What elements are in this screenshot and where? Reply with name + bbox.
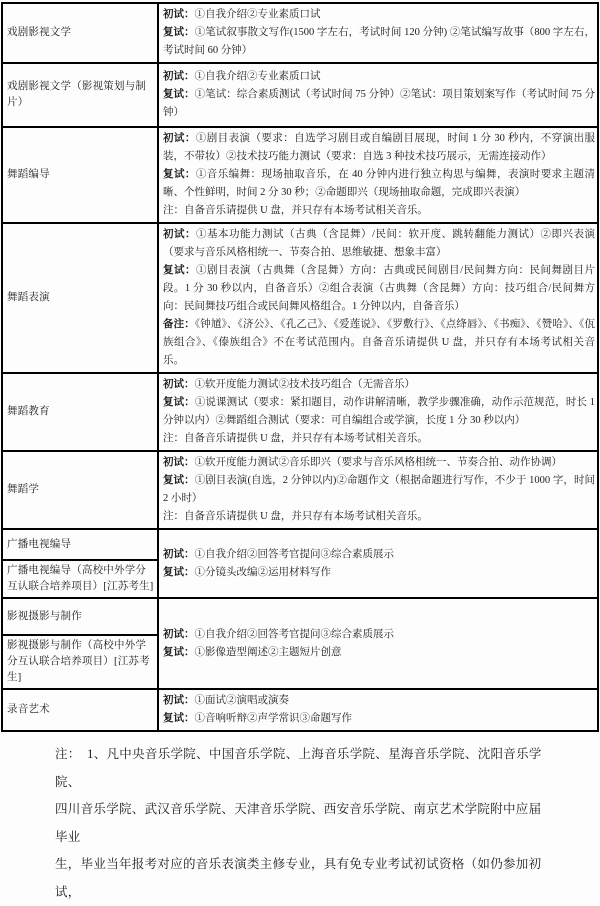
exam-para <box>163 564 595 582</box>
stage-text: ①分镜头改编②运用材料写作 <box>194 566 331 578</box>
stage-text: ①音乐编舞：现场抽取音乐，在 40 分钟内进行独立构思与编舞，表演时要求主题清晰、个性鲜明，时间 2 分 30 秒；②命题即兴（现场抽取命题，完成即兴表演） <box>163 169 595 198</box>
note-label: 注： <box>163 511 184 522</box>
stage-text: ①笔试：综合素质测试（考试时间 75 分钟）②笔试：项目策划案写作（考试时间 75 分钟） <box>163 89 596 118</box>
table-row <box>2 3 598 63</box>
table-row <box>2 451 598 529</box>
exam-para <box>163 6 595 24</box>
exam-detail-cell <box>158 127 598 223</box>
stage-label: 复试： <box>163 27 195 38</box>
stage-label: 初试： <box>163 457 195 468</box>
major-name-cell: 录音艺术 <box>2 689 158 731</box>
major-name-cell: 舞蹈教育 <box>2 373 158 451</box>
exam-para <box>163 376 595 394</box>
note-label: 注： <box>163 205 184 216</box>
exam-para <box>163 226 595 262</box>
exam-para <box>163 24 595 60</box>
table-row <box>2 63 598 127</box>
stage-label: 复试： <box>163 475 195 486</box>
table-row <box>2 529 598 560</box>
stage-label: 初试： <box>163 379 195 390</box>
table-row <box>2 223 598 373</box>
stage-label: 复试： <box>163 265 197 276</box>
stage-text: ①剧目表演（古典舞（含昆舞）方向：古典或民间剧目/民间舞方向：民间舞剧目片段。1 分 30 秒以内，自备音乐）②组合表演（古典舞（含昆舞）方向：技巧组合/民间舞方向：民间舞技巧组合或民间舞风格组合。1 分钟以内，自备音乐） <box>163 265 596 312</box>
stage-text: ①自我介绍②专业素质口试 <box>194 71 321 82</box>
major-name-cell: 舞蹈学 <box>2 451 158 529</box>
note-text: 《钟馗》、《济公》、《孔乙己》、《爱莲说》、《罗敷行》、《点绛唇》、《书痴》、《赞哈》、《佤族组合》、《傣族组合》不在考试范围内。自备音乐请提供 U 盘，并只存有本场考试相关音乐。 <box>163 319 595 366</box>
note-label: 注： <box>163 433 184 444</box>
stage-text: ①基本功能力测试（古典（含昆舞）/民间：软开度、跳转翻能力测试）②即兴表演（要求与音乐风格相统一、节奏合拍、思维敏捷、想象丰富） <box>163 229 596 258</box>
exam-detail-cell <box>158 598 598 689</box>
stage-text: ①软开度能力测试②技术技巧组合（无需音乐） <box>194 379 415 390</box>
stage-label: 初试： <box>163 628 195 640</box>
table-row <box>2 689 598 731</box>
footnote-line: 注： 1、凡中央音乐学院、中国音乐学院、上海音乐学院、星海音乐学院、沈阳音乐学院、 <box>55 747 542 789</box>
exam-para <box>163 626 595 644</box>
exam-para <box>163 454 595 472</box>
major-name-cell: 广播电视编导 <box>2 529 158 560</box>
stage-text: ①自我介绍②回答考官提问③综合素质展示 <box>194 628 394 640</box>
stage-text: ①音响听辩②声学常识③命题写作 <box>194 713 352 724</box>
stage-label: 初试： <box>163 548 195 560</box>
note-text: 自备音乐请提供 U 盘，并只存有本场考试相关音乐。 <box>184 511 428 522</box>
exam-para <box>163 644 595 662</box>
stage-label: 复试： <box>163 89 195 100</box>
major-name-cell: 广播电视编导（高校中外学分互认联合培养项目）[江苏考生] <box>2 560 158 598</box>
exam-para <box>163 166 595 202</box>
stage-label: 初试： <box>163 229 197 240</box>
major-name-cell: 影视摄影与制作（高校中外学分互认联合培养项目）[江苏考生] <box>2 635 158 689</box>
table-row <box>2 127 598 223</box>
exam-para <box>163 316 595 370</box>
note-text: 自备音乐请提供 U 盘，并只存有本场考试相关音乐。 <box>184 205 428 216</box>
stage-label: 初试： <box>163 695 195 706</box>
exam-para <box>163 262 595 316</box>
footnote-line: 四川音乐学院、武汉音乐学院、天津音乐学院、西安音乐学院、南京艺术学院附中应届毕业 <box>55 802 542 844</box>
stage-text: ①影像造型阐述②主题短片创意 <box>194 646 342 658</box>
stage-text: ①剧目表演（要求：自选学习剧目或自编剧目展现，时间 1 分 30 秒内，不穿演出服装，不带妆）②技术技巧能力测试（要求：自选 3 种技术技巧展示，无需连接动作） <box>163 133 596 162</box>
exam-detail-cell <box>158 63 598 127</box>
stage-label: 初试： <box>163 71 195 82</box>
footnote-line: 生，毕业当年报考对应的音乐表演类主修专业，具有免专业考试初试资格（如仍参加初试， <box>55 857 542 899</box>
exam-para <box>163 202 595 220</box>
exam-para <box>163 472 595 508</box>
exam-detail-cell <box>158 451 598 529</box>
exam-para <box>163 546 595 564</box>
exam-para <box>163 710 595 728</box>
exam-para <box>163 692 595 710</box>
stage-text: ①说课测试（要求：紧扣题目，动作讲解清晰，教学步骤准确，动作示范规范，时长 1 分钟以内）②舞蹈组合测试（要求：可自编组合或学演，长度 1 分 30 秒以内） <box>163 397 596 426</box>
stage-label: 复试： <box>163 713 195 724</box>
stage-text: ①自我介绍②专业素质口试 <box>194 9 321 20</box>
stage-text: ①笔试叙事散文写作(1500 字左右，考试时间 120 分钟) ②笔试编写故事（800 字左右，考试时间 60 分钟） <box>163 27 595 56</box>
stage-label: 复试： <box>163 566 195 578</box>
major-name-cell: 舞蹈编导 <box>2 127 158 223</box>
exam-detail-cell <box>158 3 598 63</box>
table-row <box>2 373 598 451</box>
exam-requirements-table <box>1 2 599 732</box>
stage-label: 初试： <box>163 133 196 144</box>
exam-para <box>163 130 595 166</box>
exam-para <box>163 430 595 448</box>
stage-text: ①自我介绍②回答考官提问③综合素质展示 <box>194 548 394 560</box>
stage-text: ①面试②演唱或演奏 <box>194 695 289 706</box>
major-name-cell: 戏剧影视文学（影视策划与制片） <box>2 63 158 127</box>
exam-detail-cell <box>158 689 598 731</box>
stage-label: 初试： <box>163 9 195 20</box>
stage-text: ①剧目表演(自选，2 分钟以内)②命题作文（根据命题进行写作，不少于 1000 字，时间 2 小时） <box>163 475 596 504</box>
exam-detail-cell <box>158 373 598 451</box>
note-label: 备注： <box>163 319 195 330</box>
table-row <box>2 598 598 635</box>
footnote <box>55 741 549 906</box>
stage-label: 复试： <box>163 397 195 408</box>
exam-para <box>163 68 595 86</box>
stage-label: 复试： <box>163 169 196 180</box>
note-text: 自备音乐请提供 U 盘，并只存有本场考试相关音乐。 <box>184 433 428 444</box>
major-name-cell: 影视摄影与制作 <box>2 598 158 635</box>
exam-para <box>163 508 595 526</box>
major-name-cell: 舞蹈表演 <box>2 223 158 373</box>
exam-detail-cell <box>158 223 598 373</box>
major-name-cell: 戏剧影视文学 <box>2 3 158 63</box>
exam-para <box>163 86 595 122</box>
exam-para <box>163 394 595 430</box>
stage-label: 复试： <box>163 646 195 658</box>
stage-text: ①软开度能力测试②音乐即兴（要求与音乐风格相统一、节奏合拍、动作协调） <box>194 457 562 468</box>
exam-detail-cell <box>158 529 598 598</box>
